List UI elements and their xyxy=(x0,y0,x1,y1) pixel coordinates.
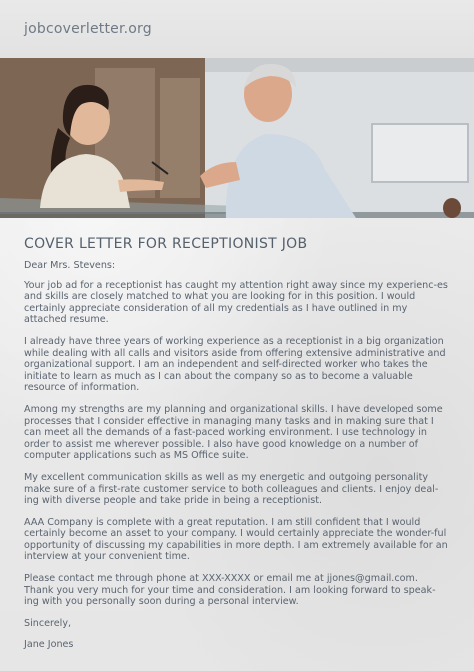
paragraph-2: I already have three years of working experience as a receptionist in a big organization while dealing with all calls and visitors aside from offering extensive administrative and organizational support. I am an independent and self-directed worker who takes the initiate to learn as much as I can about the company so as to become a valuable resource of information. xyxy=(24,335,446,394)
paragraph-1: Your job ad for a receptionist has caught my attention right away since my experienc-es and skills are closely matched to what you are looking for in this position. I would certainly appreciate consideration of all my credentials as I have outlined in my attached resume. xyxy=(24,279,448,326)
letter-content xyxy=(0,218,474,651)
paragraph-5: AAA Company is complete with a great reputation. I am still confident that I would certainly become an asset to your company. I would certainly appreciate the wonder-ful opportunity of discussing my capabilities in more depth. I am extremely available for an interview at your convenient time. xyxy=(24,516,448,563)
letter-title: COVER LETTER FOR RECEPTIONIST JOB xyxy=(24,236,308,252)
paragraph-6: Please contact me through phone at XXX-XXXX or email me at jjones@gmail.com. Thank you very much for your time and consideration. I am looking forward to speak-ing with you personally soon during a personal interview. xyxy=(24,573,436,608)
signature: Jane Jones xyxy=(24,639,74,651)
site-name[interactable]: jobcoverletter.org xyxy=(24,21,152,37)
site-header xyxy=(0,0,474,58)
closing: Sincerely, xyxy=(24,617,72,629)
receptionist-photo-illustration xyxy=(0,58,474,218)
paragraph-4: My excellent communication skills as well as my energetic and outgoing personality make sure of a first-rate customer service to both colleagues and clients. I enjoy deal-ing with diverse people and take pride in being a receptionist. xyxy=(24,471,439,507)
header-photo xyxy=(0,58,474,218)
paragraph-3: Among my strengths are my planning and organizational skills. I have developed some processes that I consider effective in managing many tasks and in making sure that I can meet all the demands of a fast-paced working environment. I use technology in order to assist me wherever possible. I also have good knowledge on a number of computer applications such as MS Office suite. xyxy=(24,403,443,462)
salutation: Dear Mrs. Stevens: xyxy=(24,260,116,271)
